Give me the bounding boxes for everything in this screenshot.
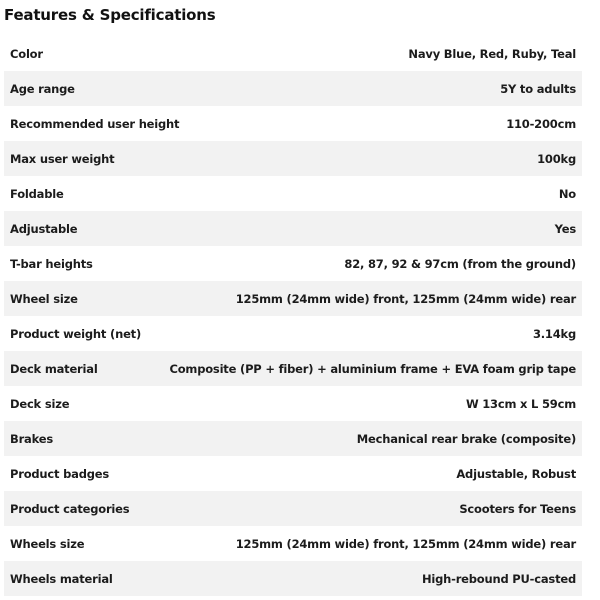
spec-value: Mechanical rear brake (composite) (356, 431, 576, 446)
spec-row-max-weight (4, 141, 582, 176)
spec-label: Max user weight (10, 151, 115, 166)
spec-label: Age range (10, 81, 75, 96)
spec-label: Wheel size (10, 291, 78, 306)
spec-value: 82, 87, 92 & 97cm (from the ground) (344, 256, 576, 271)
spec-row-wheels-size (4, 526, 582, 561)
spec-label: Product weight (net) (10, 326, 142, 341)
spec-value: Scooters for Teens (459, 501, 576, 516)
spec-row-adjustable (4, 211, 582, 246)
spec-row-product-badges (4, 456, 582, 491)
spec-value: 5Y to adults (500, 81, 576, 96)
spec-label: Brakes (10, 431, 53, 446)
spec-value: 125mm (24mm wide) front, 125mm (24mm wide) rear (235, 291, 576, 306)
spec-row-foldable (4, 176, 582, 211)
spec-value: 3.14kg (532, 326, 576, 341)
spec-label: Wheels material (10, 571, 113, 586)
spec-label: Deck material (10, 361, 98, 376)
spec-value: Composite (PP + fiber) + aluminium frame + EVA foam grip tape (169, 361, 576, 376)
spec-label: Recommended user height (10, 116, 180, 131)
spec-label: Product badges (10, 466, 110, 481)
spec-row-deck-size (4, 386, 582, 421)
spec-value: 100kg (537, 151, 576, 166)
spec-row-age-range (4, 71, 582, 106)
spec-label: Foldable (10, 186, 64, 201)
spec-row-deck-material (4, 351, 582, 386)
spec-row-color (4, 36, 582, 71)
spec-row-product-categories (4, 491, 582, 526)
spec-value: W 13cm x L 59cm (465, 396, 576, 411)
spec-label: Wheels size (10, 536, 85, 551)
spec-value: No (558, 186, 576, 201)
spec-label: T-bar heights (10, 256, 93, 271)
spec-label: Product categories (10, 501, 130, 516)
spec-value: Adjustable, Robust (456, 466, 576, 481)
spec-row-user-height (4, 106, 582, 141)
spec-label: Color (10, 46, 43, 61)
spec-value: Navy Blue, Red, Ruby, Teal (408, 46, 576, 61)
spec-row-tbar-heights (4, 246, 582, 281)
spec-label: Adjustable (10, 221, 78, 236)
spec-value: 110-200cm (506, 116, 576, 131)
spec-row-wheel-size (4, 281, 582, 316)
spec-table (4, 36, 582, 596)
spec-label: Deck size (10, 396, 70, 411)
spec-value: High-rebound PU-casted (421, 571, 576, 586)
page-title: Features & Specifications (4, 6, 216, 24)
spec-value: 125mm (24mm wide) front, 125mm (24mm wide) rear (235, 536, 576, 551)
spec-row-brakes (4, 421, 582, 456)
spec-value: Yes (554, 221, 576, 236)
spec-row-product-weight (4, 316, 582, 351)
spec-row-wheels-material (4, 561, 582, 596)
